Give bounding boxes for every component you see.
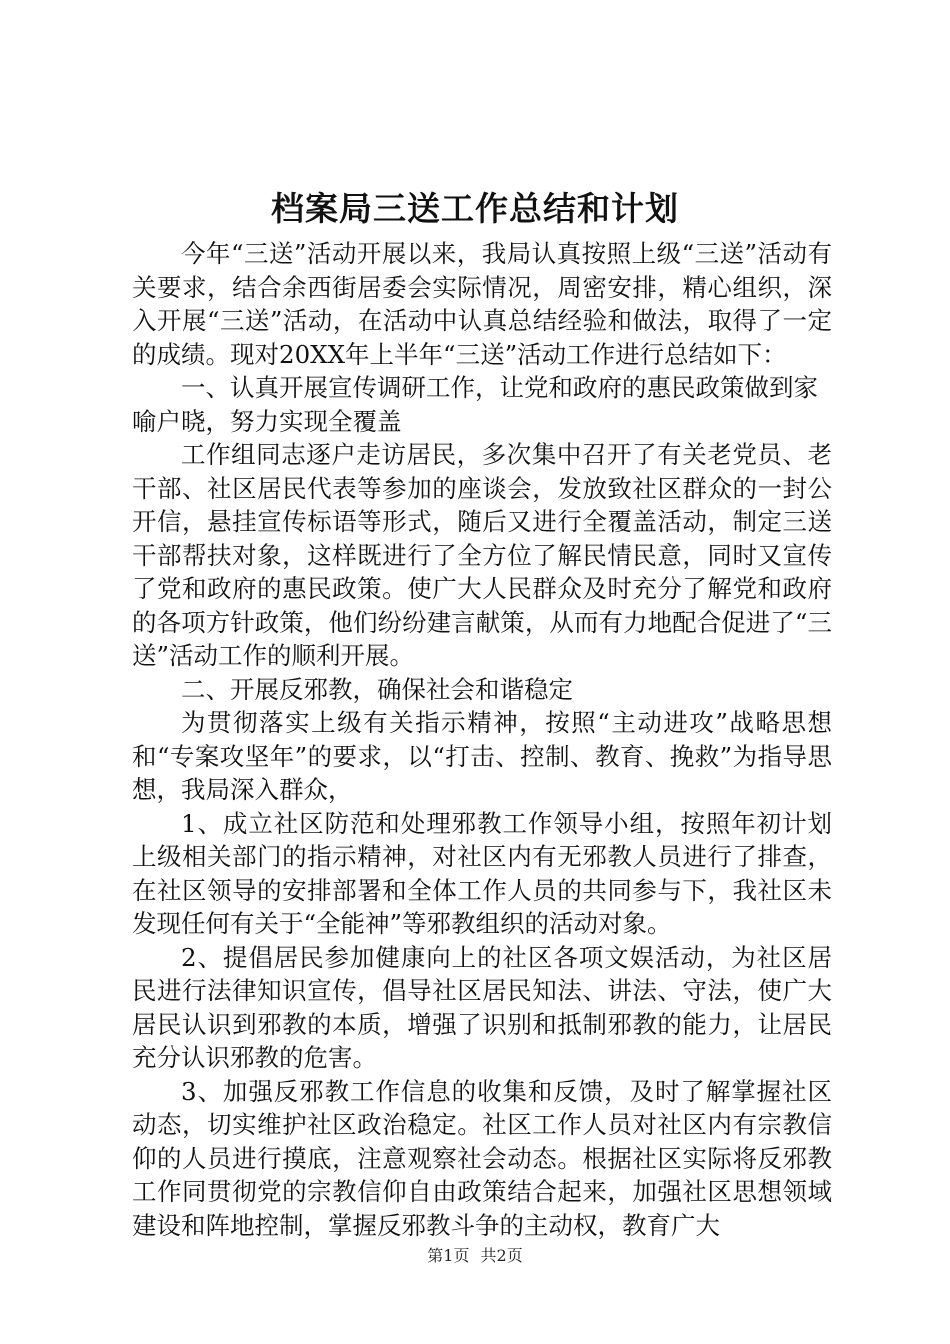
paragraph-item-3: 3、加强反邪教工作信息的收集和反馈，及时了解掌握社区动态，切实维护社区政治稳定。社区工作人员对社区内有宗教信仰的人员进行摸底，注意观察社会动态。根据社区实际将反邪教工作同贯彻党的宗教信仰自由政策结合起来，加强社区思想领域建设和阵地控制，掌握反邪教斗争的主动权，教育广大 xyxy=(132,1076,832,1240)
paragraph-item-2: 2、提倡居民参加健康向上的社区各项文娱活动，为社区居民进行法律知识宣传，倡导社区居民知法、讲法、守法，使广大居民认识到邪教的本质，增强了识别和抵制邪教的能力，让居民充分认识邪教的危害。 xyxy=(132,942,832,1072)
page-footer xyxy=(0,1244,950,1268)
paragraph-intro: 今年“三送”活动开展以来，我局认真按照上级“三送”活动有关要求，结合余西街居委会实际情况，周密安排，精心组织，深入开展“三送”活动，在活动中认真总结经验和做法，取得了一定的成绩。现对20XX年上半年“三送”活动工作进行总结如下： xyxy=(132,239,832,369)
paragraph-section-1: 工作组同志逐户走访居民，多次集中召开了有关老党员、老干部、社区居民代表等参加的座谈会，发放致社区群众的一封公开信，悬挂宣传标语等形式，随后又进行全覆盖活动，制定三送干部帮扶对象，这样既进行了全方位了解民情民意，同时又宣传了党和政府的惠民政策。使广大人民群众及时充分了解党和政府的各项方针政策，他们纷纷建言献策，从而有力地配合促进了“三送”活动工作的顺利开展。 xyxy=(132,440,832,670)
document-title: 档案局三送工作总结和计划 xyxy=(271,189,679,228)
section-heading-1: 一、认真开展宣传调研工作，让党和政府的惠民政策做到家喻户晓，努力实现全覆盖 xyxy=(132,373,818,436)
paragraph-item-1: 1、成立社区防范和处理邪教工作领导小组，按照年初计划上级相关部门的指示精神，对社区内有无邪教人员进行了排查，在社区领导的安排部署和全体工作人员的共同参与下，我社区未发现任何有关于“全能神”等邪教组织的活动对象。 xyxy=(132,808,832,938)
paragraph-section-2-intro: 为贯彻落实上级有关指示精神，按照“主动进攻”战略思想和“专案攻坚年”的要求，以“打击、控制、教育、挽救”为指导思想，我局深入群众， xyxy=(132,708,832,804)
page-number: 第1页 xyxy=(427,1246,470,1265)
section-heading-2: 二、开展反邪教，确保社会和谐稳定 xyxy=(181,674,573,704)
page-total: 共2页 xyxy=(480,1246,523,1265)
document-body xyxy=(132,237,832,1242)
